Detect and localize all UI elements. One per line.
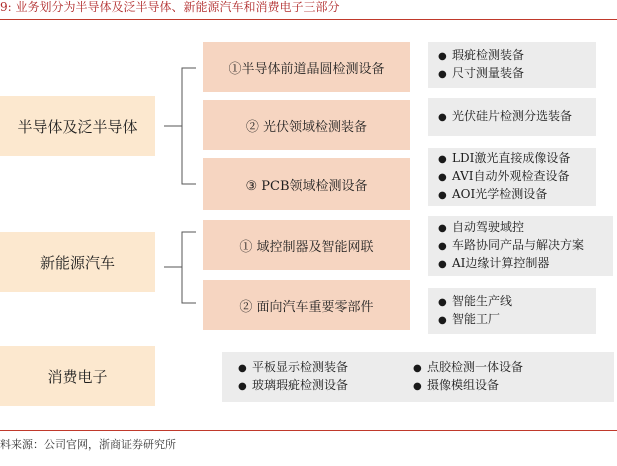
bracket-semiconductor [164,68,196,184]
sub-domain-controller: ① 域控制器及智能网联 [203,220,410,270]
list-column [413,359,588,395]
category-semiconductor: 半导体及泛半导体 [0,96,155,156]
list-item: ● 智能工厂 [438,312,501,326]
list-item: ● AOI光学检测设备 [438,187,548,201]
list-item: ● AVI自动外观检查设备 [438,169,570,183]
sub-pcb: ③ PCB领域检测设备 [203,158,410,210]
source-note: 料来源：公司官网，浙商证券研究所 [0,438,176,451]
sub-wafer-inspection: ①半导体前道晶圆检测设备 [203,42,410,92]
list-item: ● 玻璃瑕疵检测设备 [238,378,349,392]
list-item: ● LDI激光直接成像设备 [438,151,571,165]
list-item: ● 自动驾驶域控 [438,220,525,234]
figure-caption: 9: 业务划分为半导体及泛半导体、新能源汽车和消费电子三部分 [0,0,340,14]
list-photovoltaic [428,98,596,136]
list-item: ● 智能生产线 [438,294,513,308]
list-item: ● 平板显示检测装备 [238,360,349,374]
list-item: ● 瑕疵检测装备 [438,48,525,62]
list-auto-parts [428,288,596,334]
list-item: ● AI边缘计算控制器 [438,256,550,270]
list-pcb [428,148,596,206]
bottom-rule [0,430,617,431]
sub-auto-parts: ② 面向汽车重要零部件 [203,280,410,330]
list-column [238,359,413,395]
list-domain-controller [428,216,613,276]
category-new-energy-vehicles: 新能源汽车 [0,232,155,292]
list-item: ● 尺寸测量装备 [438,66,525,80]
list-wafer-inspection [428,42,596,88]
list-consumer-electronics [222,352,614,402]
list-item: ● 车路协同产品与解决方案 [438,238,585,252]
list-item: ● 点胶检测一体设备 [413,360,524,374]
list-item: ● 光伏硅片检测分选装备 [438,109,573,123]
category-consumer-electronics: 消费电子 [0,346,155,406]
sub-photovoltaic: ② 光伏领域检测装备 [203,100,410,150]
bracket-new-energy [164,232,196,303]
list-item: ● 摄像模组设备 [413,378,500,392]
